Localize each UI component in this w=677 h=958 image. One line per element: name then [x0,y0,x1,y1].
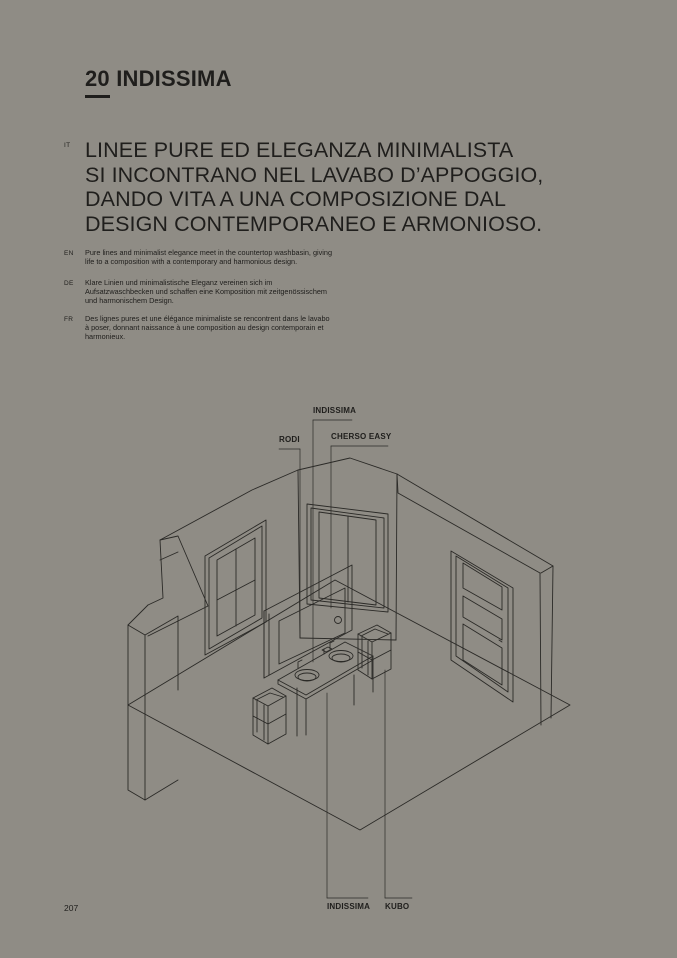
page-number: 207 [64,903,79,913]
description-fr: Des lignes pures et une élégance minimaliste se rencontrent dans le lavabo à poser, donnant naissance à une composition au design contemporain et harmonieux. [85,314,330,342]
label-rodi: RODI [279,435,300,444]
section-title: INDISSIMA [116,66,232,91]
description-de: Klare Linien und minimalistische Eleganz vereinen sich im Aufsatzwaschbecken und schaffen eine Komposition mit zeitgenössischem und harmonischem Design. [85,278,328,306]
lang-tag-en: EN [64,250,74,257]
description-en: Pure lines and minimalist elegance meet in the countertop washbasin, giving life to a composition with a contemporary and harmonious design. [85,248,333,267]
label-cherso-easy: CHERSO EASY [331,432,392,441]
description-it: LINEE PURE ED ELEGANZA MINIMALISTA SI INCONTRANO NEL LAVABO D’APPOGGIO, DANDO VITA A UNA COMPOSIZIONE DAL DESIGN CONTEMPORANEO E ARMONIOSO. [85,138,544,236]
section-number: 20 [85,66,110,91]
label-indissima-bottom: INDISSIMA [327,902,371,911]
label-indissima-top: INDISSIMA [313,406,357,415]
lang-tag-de: DE [64,280,74,287]
lang-tag-it: IT [64,142,71,149]
label-kubo: KUBO [385,902,410,911]
lang-tag-fr: FR [64,316,74,323]
